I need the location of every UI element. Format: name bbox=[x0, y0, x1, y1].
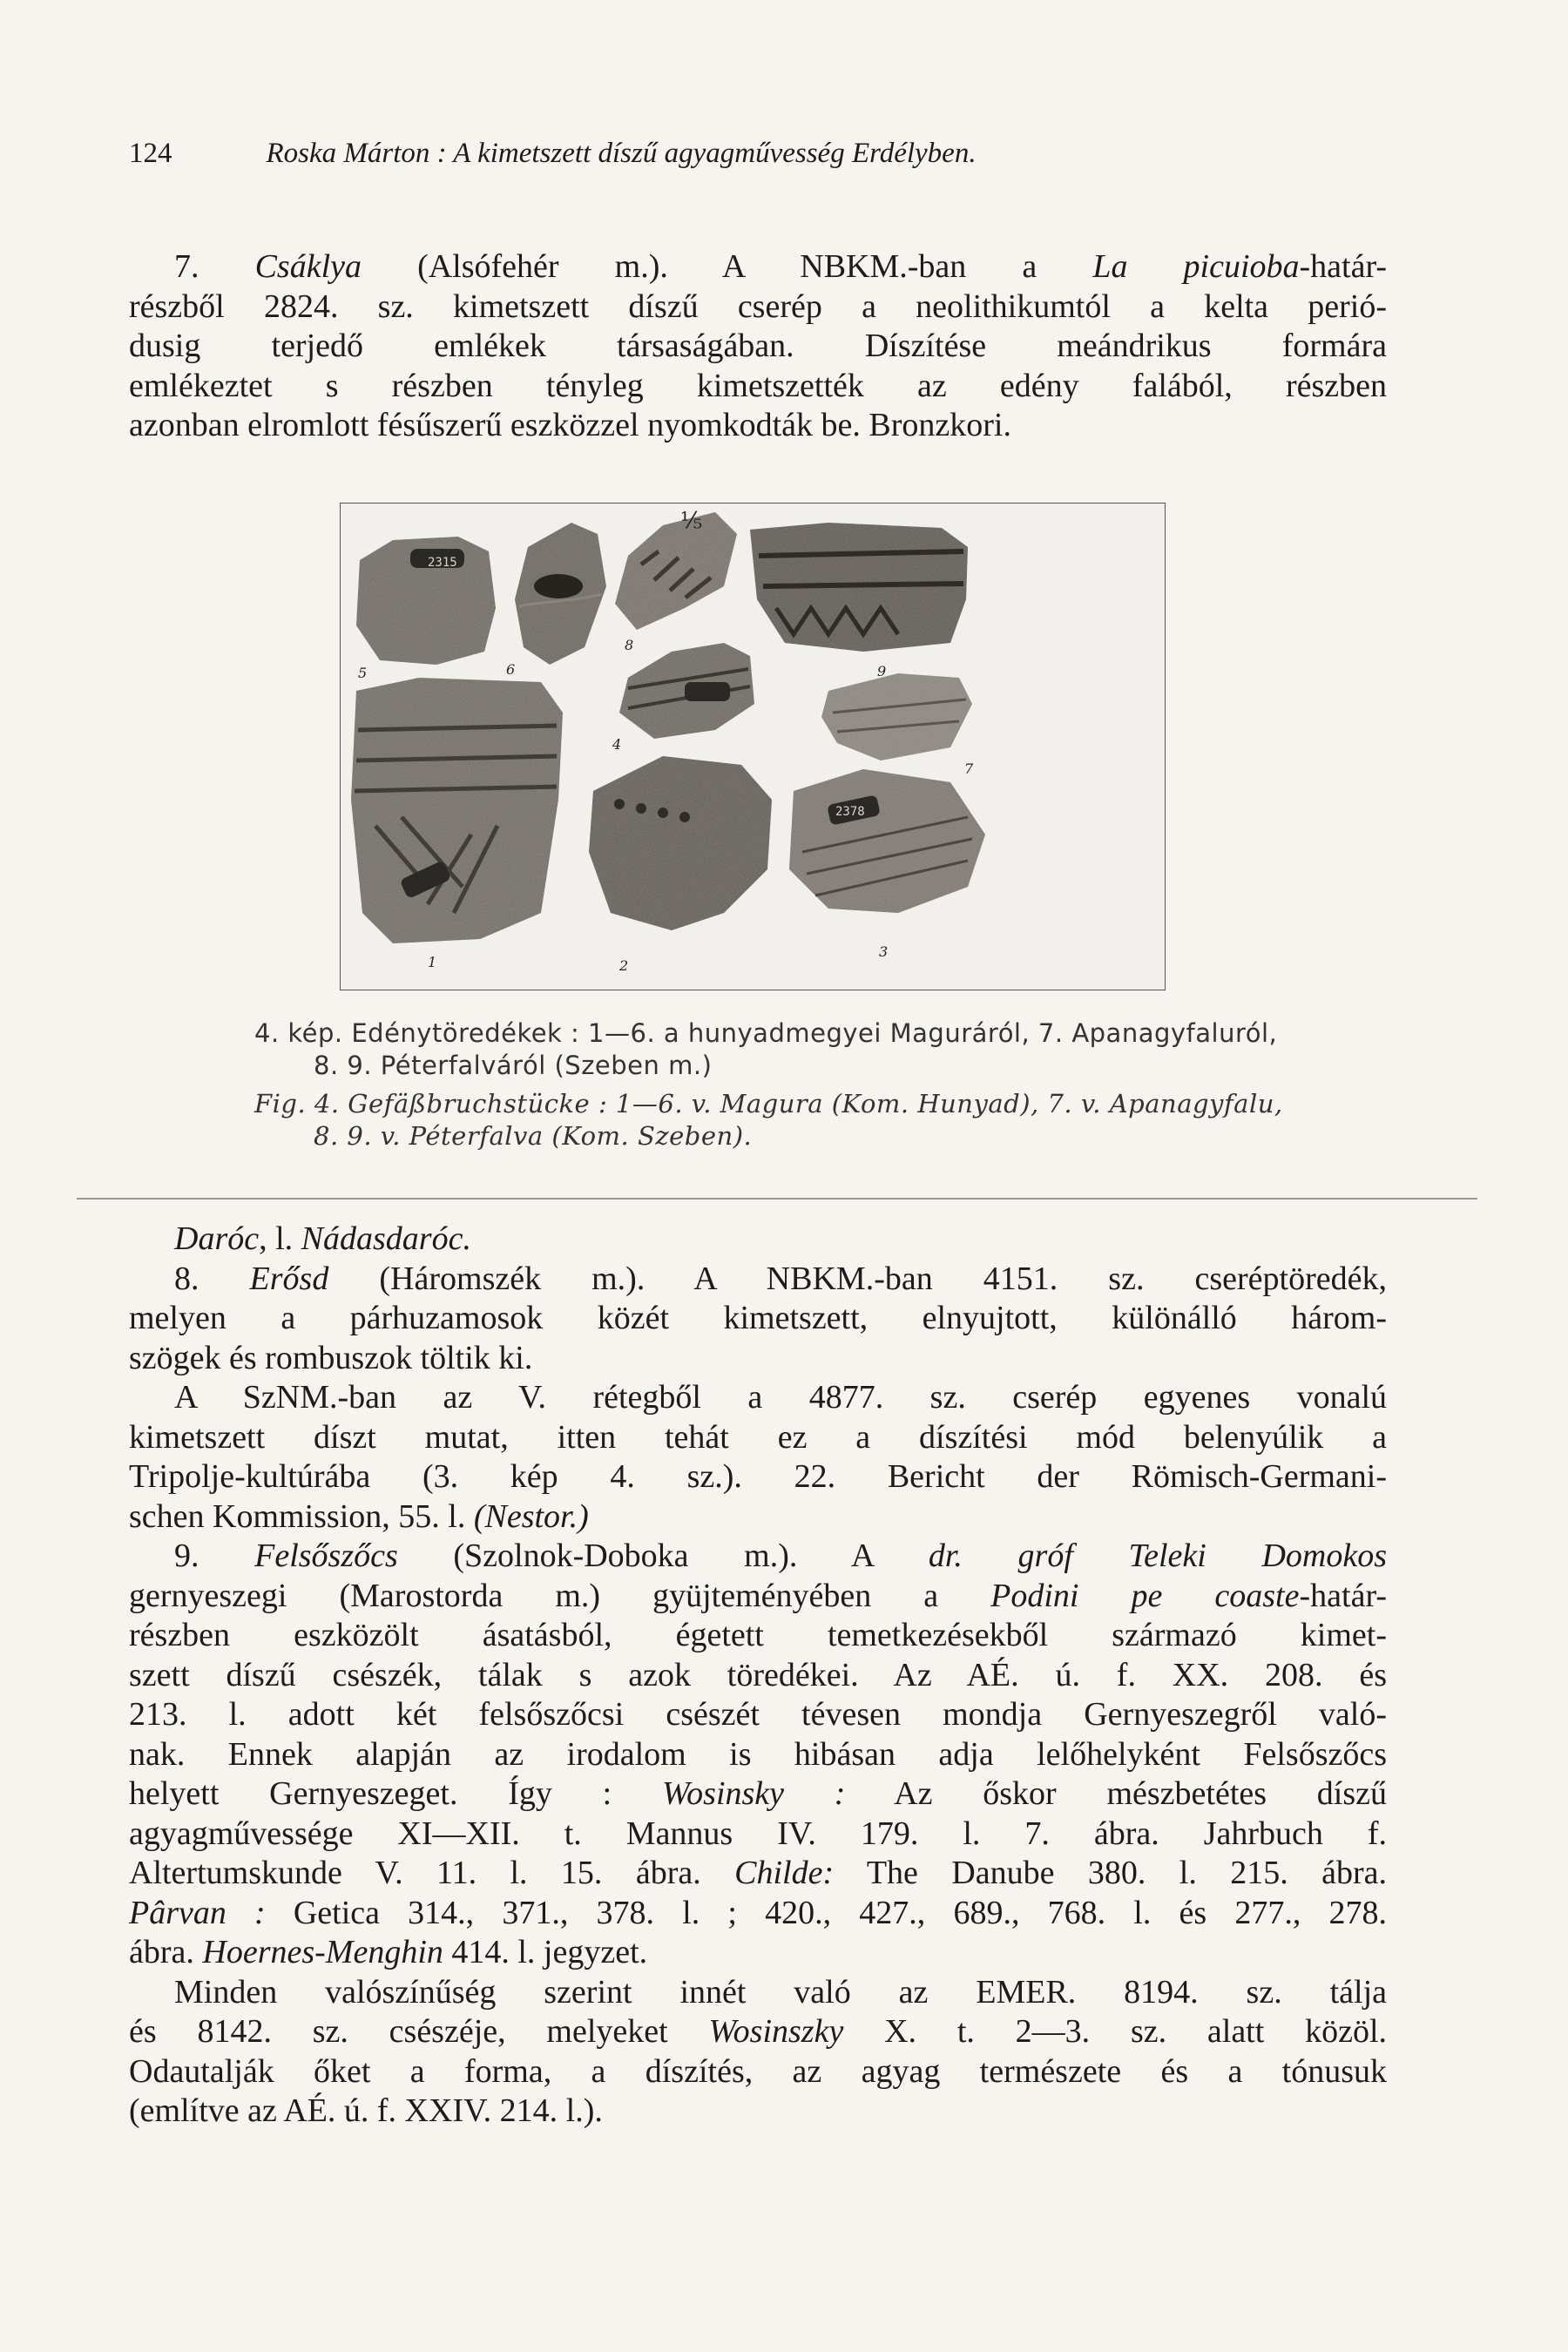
sherd-label: 7 bbox=[964, 760, 974, 777]
text-line: schen Kommission, 55. l. (Nestor.) bbox=[129, 1497, 589, 1535]
place-name: Csáklya bbox=[254, 248, 362, 285]
text-line: 213. l. adott két felsőszőcsi csészét tévesen mondja Gernyeszegről való- bbox=[129, 1696, 1387, 1733]
sherd-5 bbox=[356, 537, 496, 665]
sherd-2 bbox=[589, 756, 772, 930]
caption-hungarian: 4. kép. Edénytöredékek : 1—6. a hunyadmegyei Maguráról, 7. Apanagyfaluról, bbox=[254, 1018, 1278, 1048]
pottery-sherds-photo bbox=[340, 503, 1166, 990]
sherd-label: 1 bbox=[428, 954, 437, 970]
sherd-4 bbox=[619, 643, 754, 739]
text-line: (említve az AÉ. ú. f. XXIV. 214. l.). bbox=[129, 2092, 603, 2129]
sherds-illustration bbox=[341, 504, 1165, 990]
sherd-7 bbox=[821, 673, 972, 760]
text-line: agyagművessége XI—XII. t. Mannus IV. 179. l. 7. ábra. Jahrbuch f. bbox=[129, 1815, 1387, 1852]
text-line: részből 2824. sz. kimetszett díszű cserép a neolithikumtól a kelta perió- bbox=[129, 287, 1387, 325]
text-line: Altertumskunde V. 11. l. 15. ábra. Childe: The Danube 380. l. 215. ábra. bbox=[129, 1855, 1387, 1891]
cross-reference: Daróc, l. Nádasdaróc. bbox=[174, 1220, 471, 1257]
text-line: Pârvan : Getica 314., 371., 378. l. ; 420., 427., 689., 768. l. és 277., 278. bbox=[129, 1894, 1387, 1931]
text-line: 8. Erősd (Háromszék m.). A NBKM.-ban 4151. sz. cseréptöredék, bbox=[174, 1260, 1387, 1297]
inventory-number: 2315 bbox=[428, 556, 457, 570]
place-name: Erősd bbox=[249, 1260, 329, 1297]
text-line: nak. Ennek alapján az irodalom is hibásan adja lelőhelyként Felsőszőcs bbox=[129, 1735, 1387, 1773]
text-line: helyett Gernyeszeget. Így : Wosinsky : Az őskor mészbetétes díszű bbox=[129, 1775, 1388, 1812]
text-line: Minden valószínűség szerint innét való az EMER. 8194. sz. tálja bbox=[174, 1973, 1387, 2011]
scale-mark: ⅕ bbox=[680, 508, 703, 534]
text-line: dusig terjedő emlékek társaságában. Díszítése meándrikus formára bbox=[129, 328, 1387, 364]
text-line: és 8142. sz. csészéje, melyeket Wosinszky X. t. 2—3. sz. alatt közöl. bbox=[129, 2013, 1388, 2050]
sherd-3 bbox=[789, 769, 985, 913]
sherd-label: 4 bbox=[612, 736, 622, 753]
place-name: Felsőszőcs bbox=[254, 1538, 398, 1574]
running-title: Roska Márton : A kimetszett díszű agyagművesség Erdélyben. bbox=[266, 138, 977, 169]
text-line: azonban elromlott fésűszerű eszközzel nyomkodták be. Bronzkori. bbox=[129, 407, 1011, 443]
sherd-6 bbox=[515, 523, 606, 665]
text-line: Odautalják őket a forma, a díszítés, az agyag természete és a tónusuk bbox=[129, 2052, 1387, 2090]
text-line: 7. Csáklya (Alsófehér m.). A NBKM.-ban a La picuioba-határ- bbox=[174, 248, 1387, 285]
text-line: részben eszközölt ásatásból, égetett temetkezésekből származó kimet- bbox=[129, 1617, 1387, 1653]
sherd-label: 5 bbox=[358, 665, 368, 681]
sherd-label: 6 bbox=[506, 661, 516, 678]
text-line: Tripolje-kultúrába (3. kép 4. sz.). 22. Bericht der Römisch-Germani- bbox=[129, 1458, 1387, 1495]
text-line: kimetszett díszt mutat, itten tehát ez a díszítési mód belenyúlik a bbox=[129, 1418, 1387, 1456]
running-head bbox=[129, 138, 1261, 170]
text-line: emlékeztet s részben tényleg kimetszették az edény falából, részben bbox=[129, 367, 1387, 404]
sherd-9 bbox=[750, 523, 968, 652]
page-number: 124 bbox=[129, 138, 172, 169]
sherd-8 bbox=[615, 512, 737, 630]
sherd-1 bbox=[351, 678, 563, 943]
body-text bbox=[129, 1220, 1387, 2132]
sherd-label: 9 bbox=[877, 663, 887, 679]
text-line: A SzNM.-ban az V. rétegből a 4877. sz. cserép egyenes vonalú bbox=[174, 1379, 1387, 1416]
caption-hungarian-cont: 8. 9. Péterfalváról (Szeben m.) bbox=[314, 1051, 713, 1080]
sherd-label: 8 bbox=[625, 637, 634, 653]
sherd-label: 2 bbox=[619, 957, 629, 974]
text-line: melyen a párhuzamosok közét kimetszett, elnyujtott, különálló három- bbox=[129, 1300, 1387, 1336]
caption-german: Fig. 4. Gefäßbruchstücke : 1—6. v. Magura (Kom. Hunyad), 7. v. Apanagyfalu, bbox=[254, 1089, 1283, 1119]
text-line: szett díszű csészék, tálak s azok töredékei. Az AÉ. ú. f. XX. 208. és bbox=[129, 1656, 1387, 1693]
section-7-paragraph bbox=[129, 247, 1387, 446]
inventory-number: 2378 bbox=[835, 805, 865, 819]
text-line: gernyeszegi (Marostorda m.) gyüjteményében a Podini pe coaste-határ- bbox=[129, 1577, 1387, 1614]
sherd-label: 3 bbox=[879, 943, 889, 960]
text-line: szögek és rombuszok töltik ki. bbox=[129, 1339, 533, 1376]
text-line: 9. Felsőszőcs (Szolnok-Doboka m.). A dr. gróf Teleki Domokos bbox=[174, 1538, 1387, 1574]
field-name: La picuioba bbox=[1092, 248, 1300, 285]
text-line: ábra. Hoernes-Menghin 414. l. jegyzet. bbox=[129, 1934, 648, 1970]
caption-german-cont: 8. 9. v. Péterfalva (Kom. Szeben). bbox=[314, 1121, 753, 1151]
